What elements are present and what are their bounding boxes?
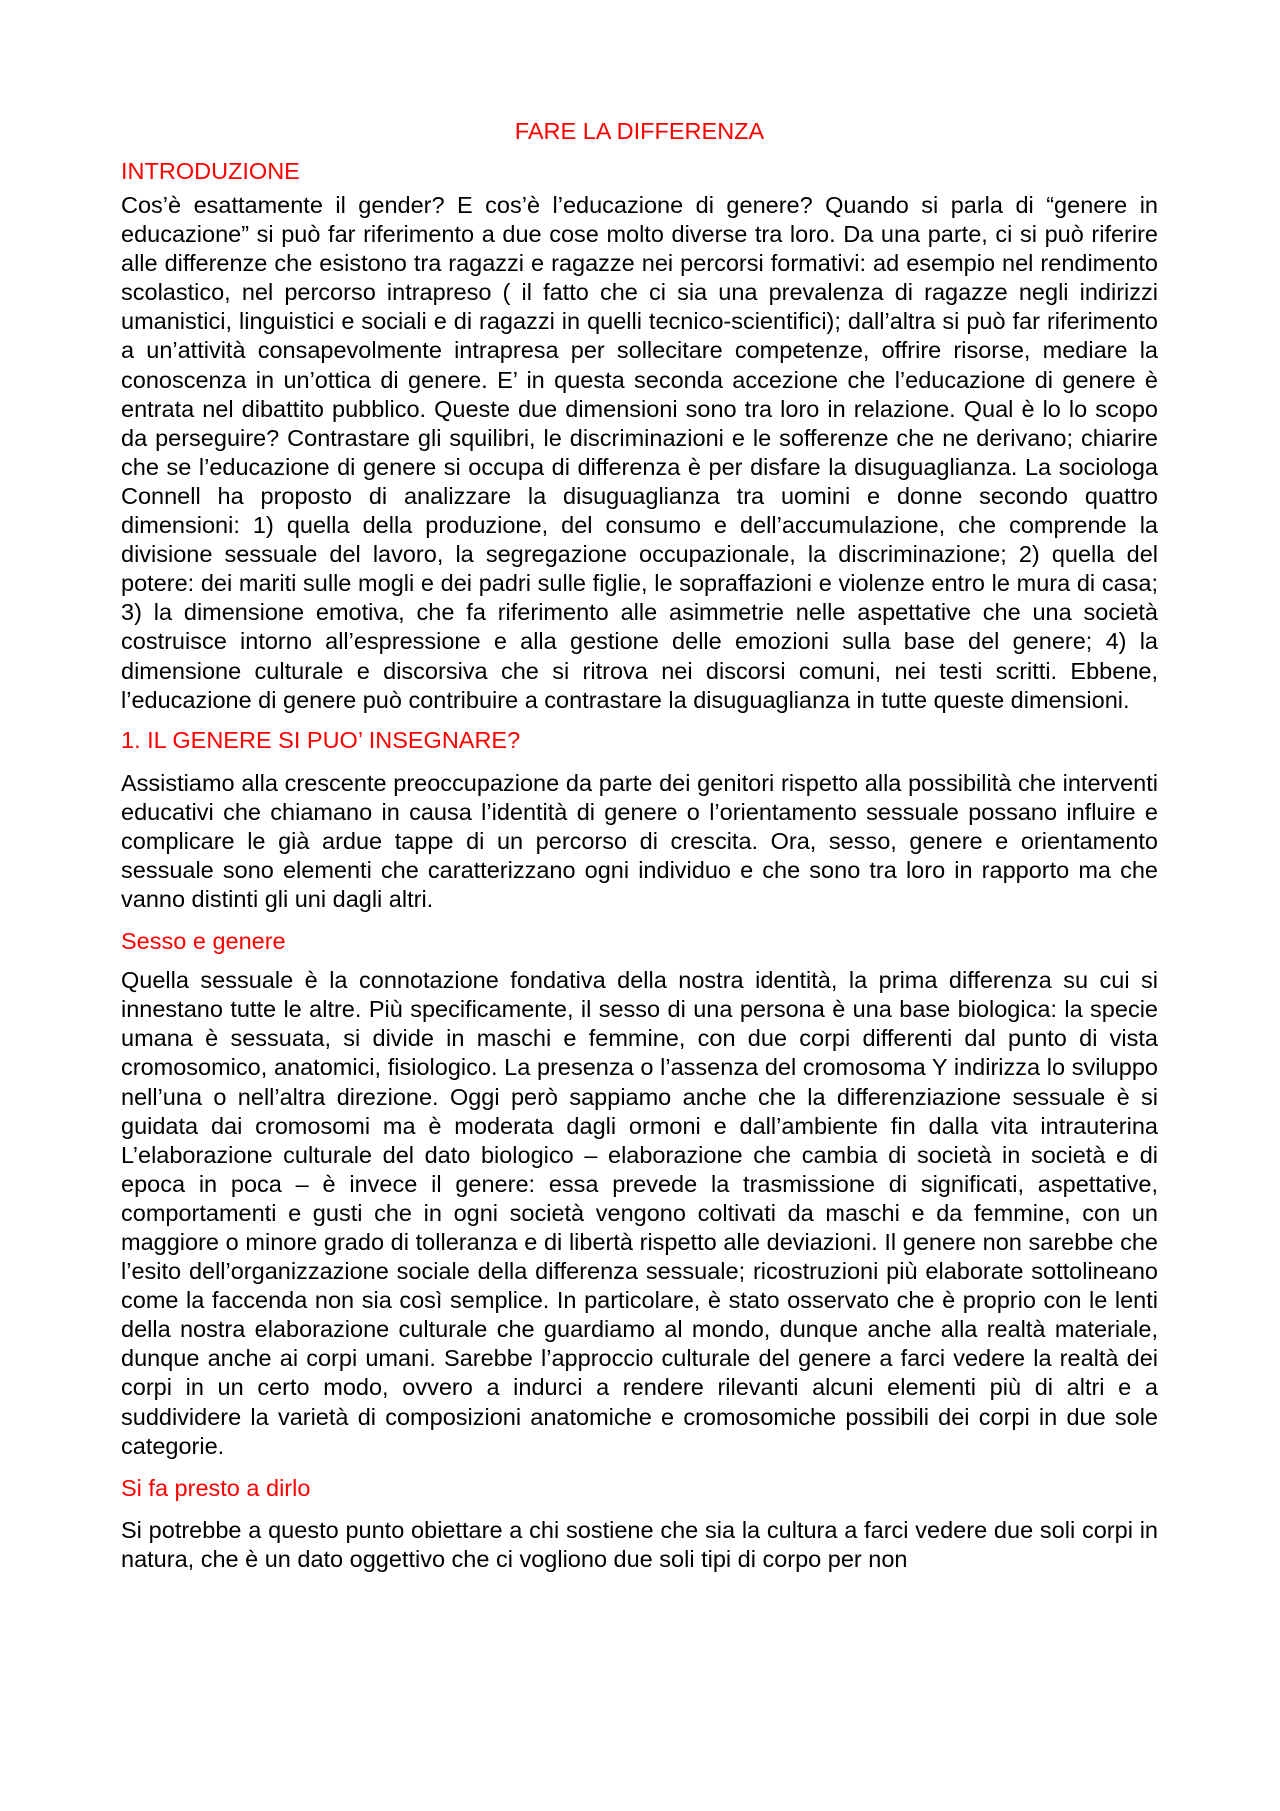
- section-heading-introduzione: INTRODUZIONE: [121, 158, 300, 184]
- paragraph-introduzione: Cos’è esattamente il gender? E cos’è l’educazione di genere? Quando si parla di “genere in educazione” si può far riferimento a due cose molto diverse tra loro. Da una parte, ci si può riferire alle differenze che esistono tra ragazzi e ragazze nei percorsi formativi: ad esempio nel rendimento scolastico, nel percorso intrapreso ( il fatto che ci sia una prevalenza di ragazze negli indirizzi umanistici, linguistici e sociali e di ragazzi in quelli tecnico-scientifici); dall’altra si può far riferimento a un’attività consapevolmente intrapresa per sollecitare competenze, offrire risorse, mediare la conoscenza in un’ottica di genere. E’ in questa seconda accezione che l’educazione di genere è entrata nel dibattito pubblico. Queste due dimensioni sono tra loro in relazione. Qual è lo lo scopo da perseguire? Contrastare gli squilibri, le discriminazioni e le sofferenze che ne derivano; chiarire che se l’educazione di genere si occupa di differenza è per disfare la disuguaglianza. La sociologa Connell ha proposto di analizzare la disuguaglianza tra uomini e donne secondo quattro dimensioni: 1) quella della produzione, del consumo e dell’accumulazione, che comprende la divisione sessuale del lavoro, la segregazione occupazionale, la discriminazione; 2) quella del potere: dei mariti sulle mogli e dei padri sulle figlie, le sopraffazioni e violenze entro le mura di casa; 3) la dimensione emotiva, che fa riferimento alle asimmetrie nelle aspettative che una società costruisce intorno all’espressione e alla gestione delle emozioni sulla base del genere; 4) la dimensione culturale e discorsiva che si ritrova nei discorsi comuni, nei testi scritti. Ebbene, l’educazione di genere può contribuire a contrastare la disuguaglianza in tutte queste dimensioni.: [121, 192, 1158, 713]
- document-title: FARE LA DIFFERENZA: [514, 118, 765, 144]
- paragraph-si-fa-presto-a-dirlo: Si potrebbe a questo punto obiettare a chi sostiene che sia la cultura a farci vedere due soli corpi in natura, che è un dato oggettivo che ci vogliono due soli tipi di corpo per non: [121, 1516, 1158, 1572]
- paragraph-il-genere-si-puo-insegnare: Assistiamo alla crescente preoccupazione da parte dei genitori rispetto alla possibilità che interventi educativi che chiamano in causa l’identità di genere o l’orientamento sessuale possano influire e complicare le già ardue tappe di un percorso di crescita. Ora, sesso, genere e orientamento sessuale sono elementi che caratterizzano ogni individuo e che sono tra loro in rapporto ma che vanno distinti gli uni dagli altri.: [121, 769, 1158, 913]
- section-heading-sesso-e-genere: Sesso e genere: [121, 928, 286, 955]
- section-heading-si-fa-presto-a-dirlo: Si fa presto a dirlo: [121, 1474, 311, 1501]
- paragraph-sesso-e-genere: Quella sessuale è la connotazione fondativa della nostra identità, la prima differenza su cui si innestano tutte le altre. Più specificamente, il sesso di una persona è una base biologica: la specie umana è sessuata, si divide in maschi e femmine, con due corpi differenti dal punto di vista cromosomico, anatomici, fisiologico. La presenza o l’assenza del cromosoma Y indirizza lo sviluppo nell’una o nell’altra direzione. Oggi però sappiamo anche che la differenziazione sessuale è si guidata dai cromosomi ma è moderata dagli ormoni e dall’ambiente fin dalla vita intrauterina L’elaborazione culturale del dato biologico – elaborazione che cambia di società in società e di epoca in poca – è invece il genere: essa prevede la trasmissione di significati, aspettative, comportamenti e gusti che in ogni società vengono coltivati da maschi e da femmine, con un maggiore o minore grado di tolleranza e di libertà rispetto alle deviazioni. Il genere non sarebbe che l’esito dell’organizzazione sociale della differenza sessuale; ricostruzioni più elaborate sottolineano come la faccenda non sia così semplice. In particolare, è stato osservato che è proprio con le lenti della nostra elaborazione culturale che guardiamo al mondo, dunque anche alla realtà materiale, dunque anche ai corpi umani. Sarebbe l’approccio culturale del genere a farci vedere la realtà dei corpi in un certo modo, ovvero a indurci a rendere rilevanti alcuni elementi più di altri e a suddividere la varietà di composizioni anatomiche e cromosomiche possibili dei corpi in due sole categorie.: [121, 967, 1158, 1459]
- document-page: [121, 116, 1158, 1574]
- section-heading-il-genere-si-puo-insegnare: 1. IL GENERE SI PUO’ INSEGNARE?: [121, 726, 521, 753]
